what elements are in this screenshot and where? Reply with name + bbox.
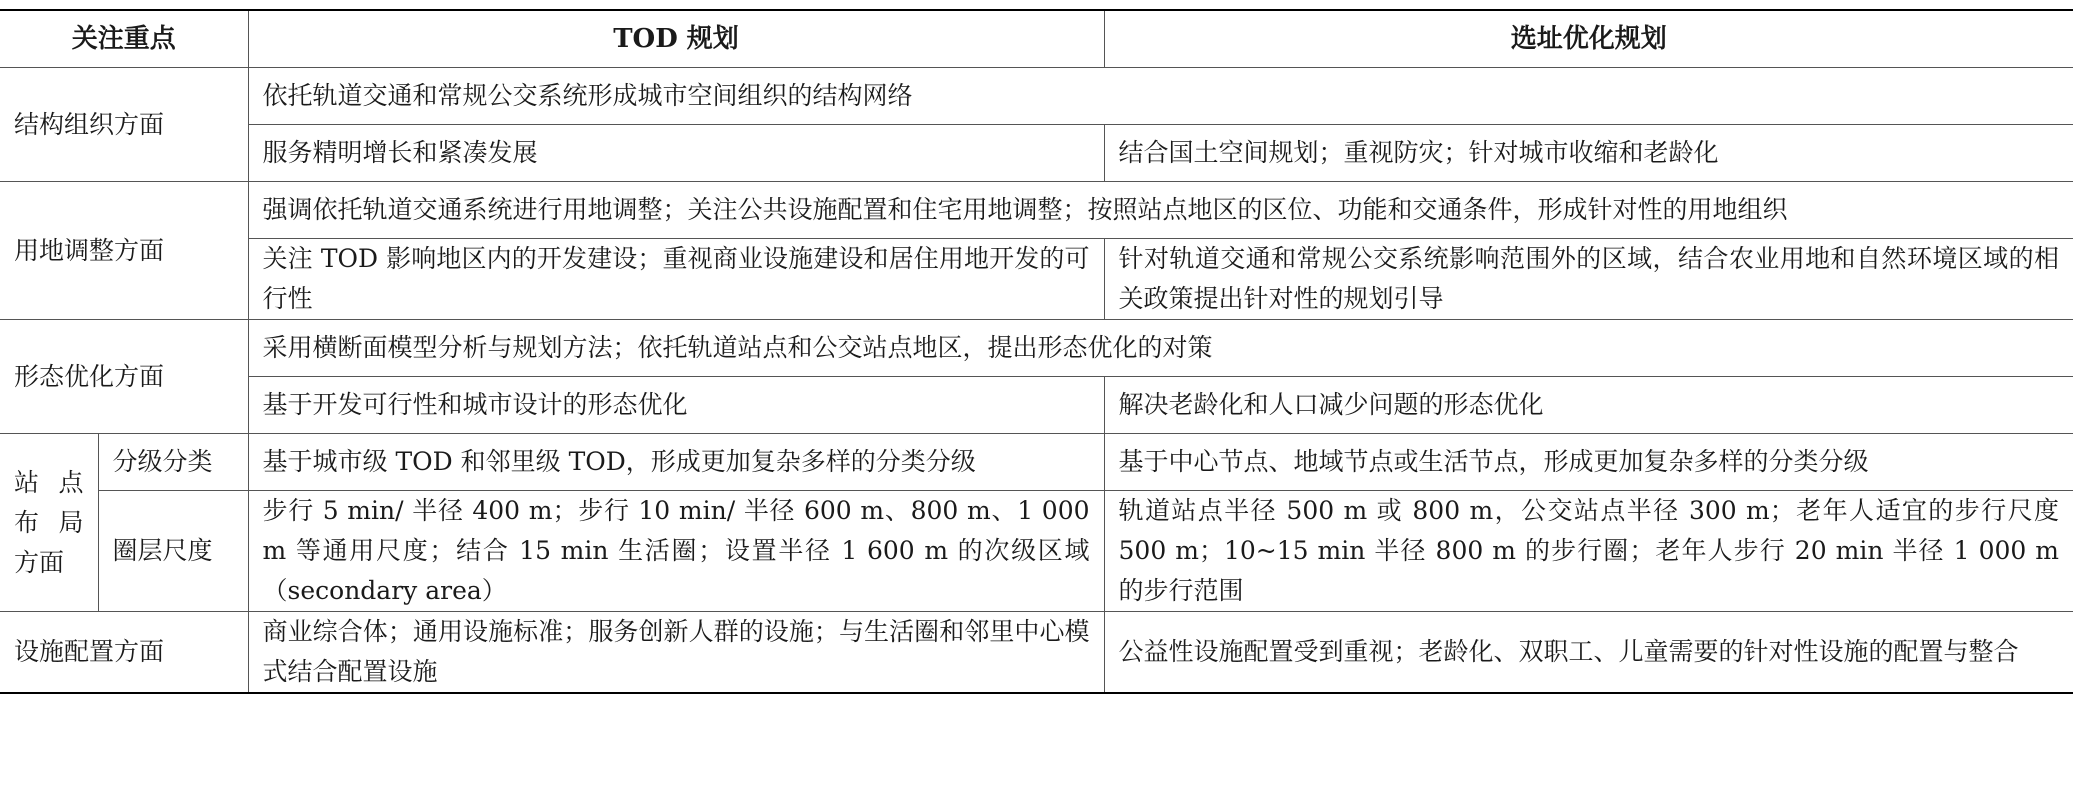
cell-land-shared: 强调依托轨道交通系统进行用地调整；关注公共设施配置和住宅用地调整；按照站点地区的区位、功能和交通条件，形成针对性的用地组织: [248, 182, 2073, 239]
cell-form-tod: 基于开发可行性和城市设计的形态优化: [248, 377, 1104, 434]
cell-form-site: 解决老龄化和人口减少问题的形态优化: [1104, 377, 2073, 434]
cell-structure-site: 结合国土空间规划；重视防灾；针对城市收缩和老龄化: [1104, 125, 2073, 182]
cell-land-tod: 关注 TOD 影响地区内的开发建设；重视商业设施建设和居住用地开发的可行性: [248, 239, 1104, 320]
table-row: [0, 239, 2073, 320]
table-row: [0, 125, 2073, 182]
cell-land-site: 针对轨道交通和常规公交系统影响范围外的区域，结合农业用地和自然环境区域的相关政策提出针对性的规划引导: [1104, 239, 2073, 320]
category-land: 用地调整方面: [0, 182, 248, 320]
category-form: 形态优化方面: [0, 320, 248, 434]
category-facility: 设施配置方面: [0, 612, 248, 694]
table-row: [0, 612, 2073, 694]
cell-structure-shared: 依托轨道交通和常规公交系统形成城市空间组织的结构网络: [248, 68, 2073, 125]
table-row: [0, 68, 2073, 125]
cell-form-shared: 采用横断面模型分析与规划方法；依托轨道站点和公交站点地区，提出形态优化的对策: [248, 320, 2073, 377]
subcategory-scale: 圈层尺度: [98, 491, 248, 612]
table-row: [0, 377, 2073, 434]
table-row: [0, 434, 2073, 491]
cell-structure-tod: 服务精明增长和紧凑发展: [248, 125, 1104, 182]
header-focus: 关注重点: [0, 10, 248, 68]
cell-facility-tod: 商业综合体；通用设施标准；服务创新人群的设施；与生活圈和邻里中心模式结合配置设施: [248, 612, 1104, 694]
table-row: [0, 182, 2073, 239]
cell-classification-tod: 基于城市级 TOD 和邻里级 TOD，形成更加复杂多样的分类分级: [248, 434, 1104, 491]
cell-scale-site: 轨道站点半径 500 m 或 800 m，公交站点半径 300 m；老年人适宜的步行尺度 500 m；10~15 min 半径 800 m 的步行圈；老年人步行 20 min 半径 1 000 m 的步行范围: [1104, 491, 2073, 612]
cell-classification-site: 基于中心节点、地域节点或生活节点，形成更加复杂多样的分类分级: [1104, 434, 2073, 491]
table-row: [0, 320, 2073, 377]
category-structure: 结构组织方面: [0, 68, 248, 182]
cell-scale-tod: 步行 5 min/ 半径 400 m；步行 10 min/ 半径 600 m、800 m、1 000 m 等通用尺度；结合 15 min 生活圈；设置半径 1 600 m 的次级区域（secondary area）: [248, 491, 1104, 612]
header-tod: TOD 规划: [248, 10, 1104, 68]
category-station: 站点布局方面: [0, 434, 98, 612]
cell-facility-site: 公益性设施配置受到重视；老龄化、双职工、儿童需要的针对性设施的配置与整合: [1104, 612, 2073, 694]
table-row: [0, 491, 2073, 612]
subcategory-classification: 分级分类: [98, 434, 248, 491]
header-row: [0, 10, 2073, 68]
header-site: 选址优化规划: [1104, 10, 2073, 68]
comparison-table: [0, 9, 2073, 694]
